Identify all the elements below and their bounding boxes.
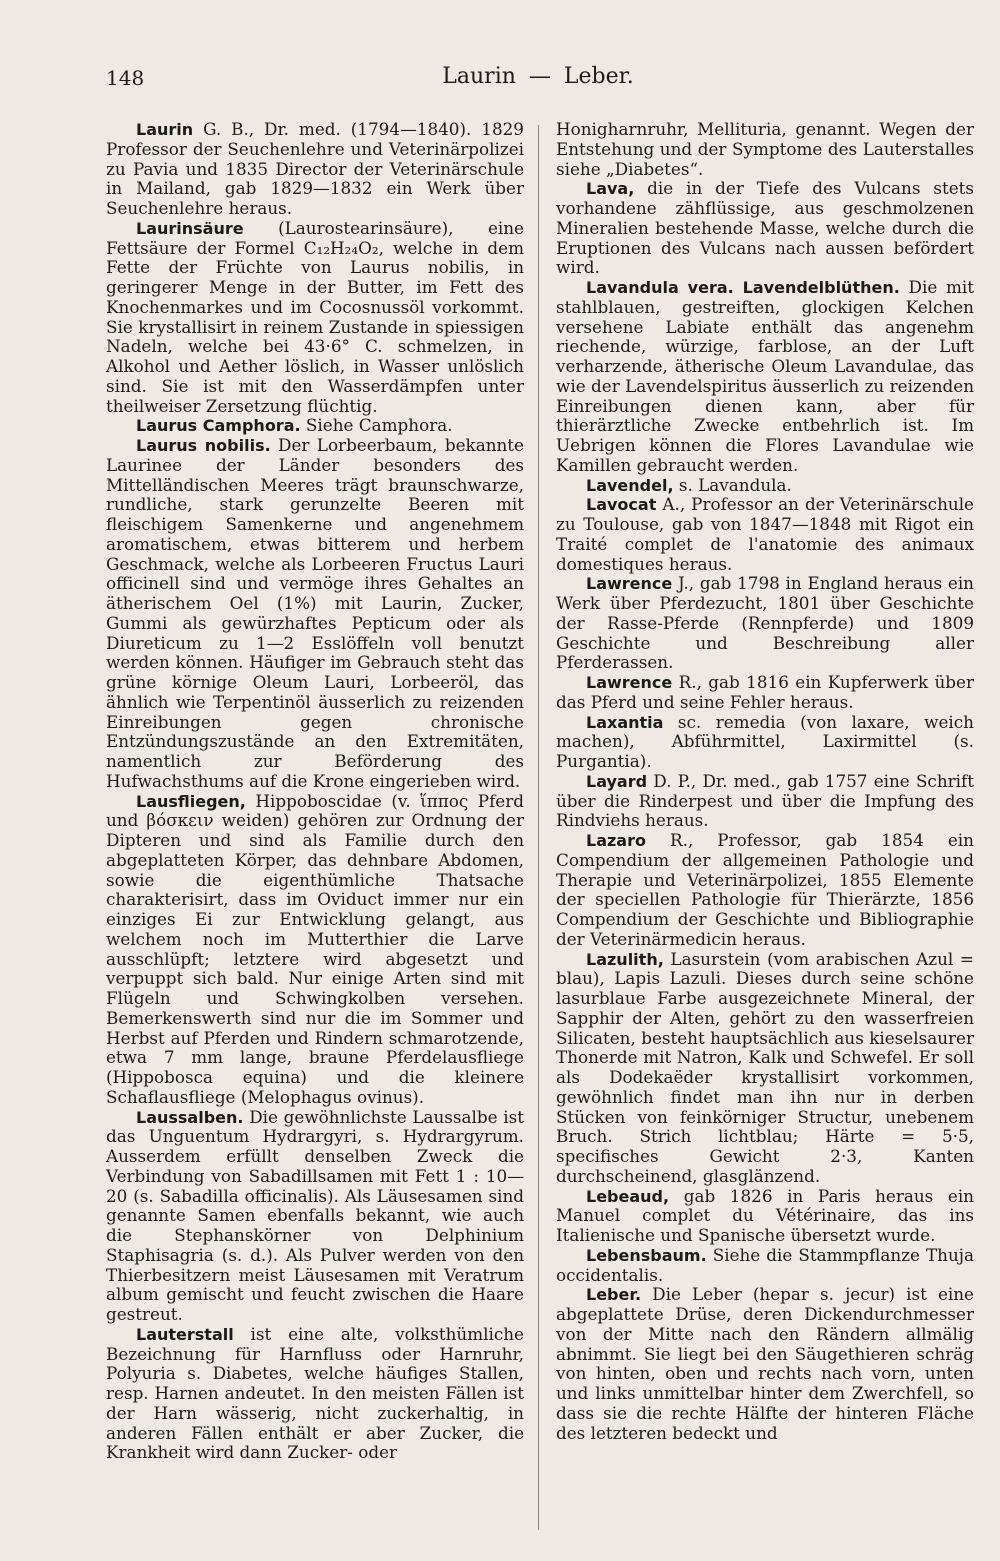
entry-headword: Lausfliegen, bbox=[136, 791, 246, 811]
page-header bbox=[106, 62, 970, 96]
entry-text: Die Leber (hepar s. jecur) ist eine abgeplattete Drüse, deren Dickendurchmesser von der Mitte nach den Rändern allmälig abnimmt. Sie liegt bei den Säugethieren schräg von hinten, oben und rechts nach vorn, unten und links unmittelbar hinter dem Zwerchfell, so dass sie die rechte Hälfte der hinteren Fläche des letzteren bedeckt und bbox=[556, 1284, 974, 1443]
right-column bbox=[556, 120, 974, 1443]
entry-laussalben bbox=[106, 1108, 524, 1325]
entry-headword: Laurus nobilis. bbox=[136, 436, 271, 455]
entry-lazulith bbox=[556, 950, 974, 1187]
entry-text: Honigharnruhr, Mellituria, genannt. Wegen der Entstehung und der Symptome des Lauterstalles siehe „Diabetes“. bbox=[556, 119, 974, 179]
entry-continuation bbox=[556, 120, 974, 179]
entry-headword: Lebensbaum. bbox=[586, 1245, 707, 1265]
entry-layard bbox=[556, 772, 974, 831]
entry-laurus-camphora bbox=[106, 416, 524, 436]
entry-text: A., Professor an der Veterinärschule zu Toulouse, gab von 1847—1848 mit Rigot ein Traité complet de l'anatomie des animaux domestiques heraus. bbox=[556, 494, 974, 574]
entry-lawrence-r bbox=[556, 673, 974, 713]
entry-headword: Lawrence bbox=[586, 574, 673, 594]
entry-laurus-nobilis bbox=[106, 436, 524, 792]
entry-text: Die mit stahlblauen, gestreiften, glockigen Kelchen versehene Labiate enthält das angenehm riechende, würzige, farblose, an der Luft verharzende, ätherische Oleum Lavandulae, das wie der Lavendelspiritus äusserlich zu reizenden Einreibungen dienen kann, aber für thierärztliche Zwecke entbehrlich ist. Im Uebrigen können die Flores Lavandulae wie Kamillen gebraucht werden. bbox=[556, 277, 974, 475]
entry-text: J., gab 1798 in England heraus ein Werk über Pferdezucht, 1801 über Geschichte der Rasse-Pferde (Rennpferde) und 1809 Geschichte und Beschreibung aller Pferderassen. bbox=[556, 573, 974, 673]
page-number: 148 bbox=[106, 66, 145, 90]
entry-headword: Leber. bbox=[586, 1285, 642, 1305]
entry-text: Die gewöhnlichste Laussalbe ist das Unguentum Hydrargyri, s. Hydrargyrum. Ausserdem erfüllt denselben Zweck die Verbindung von Sabadillsamen mit Fett 1 : 10—20 (s. Sabadilla officinalis). Als Läusesamen sind genannte Samen ebenfalls bekannt, wie auch die Stephanskörner von Delphinium Staphisagria (s. d.). Als Pulver werden von den Thierbesitzern meist Läusesamen mit Veratrum album gemischt und feucht zwischen die Haare gestreut. bbox=[106, 1106, 524, 1324]
entry-text: (Laurostearinsäure), eine Fettsäure der Formel C₁₂H₂₄O₂, welche in dem Fette der Früchte von Laurus nobilis, in geringerer Menge in der Butter, im Fett des Knochenmarkes und im Cocosnussöl vorkommt. Sie krystallisirt in reinem Zustande in spiessigen Nadeln, welche bei 43·6° C. schmelzen, in Alkohol und Aether löslich, in Wasser unlöslich sind. Sie ist mit den Wasserdämpfen unter theilweiser Zersetzung flüchtig. bbox=[106, 217, 524, 416]
entry-text: D. P., Dr. med., gab 1757 eine Schrift über die Rinderpest und über die Impfung des Rindviehs heraus. bbox=[556, 770, 974, 831]
entry-lavocat bbox=[556, 495, 974, 574]
entry-text: s. Lavandula. bbox=[673, 474, 792, 495]
entry-headword: Laussalben. bbox=[136, 1107, 244, 1127]
entry-headword: Lavocat bbox=[586, 495, 657, 515]
entry-headword: Lazaro bbox=[586, 831, 646, 850]
entry-laurinsaeure bbox=[106, 219, 524, 417]
entry-headword: Layard bbox=[586, 771, 648, 791]
entry-headword: Laurin bbox=[136, 120, 194, 139]
entry-headword: Lava, bbox=[586, 179, 635, 199]
entry-laurin bbox=[106, 120, 524, 219]
entry-text: R., gab 1816 ein Kupferwerk über das Pferd und seine Fehler heraus. bbox=[556, 672, 974, 712]
entry-lausfliegen bbox=[106, 792, 524, 1108]
entry-lebensbaum bbox=[556, 1246, 974, 1286]
entry-text: ist eine alte, volksthümliche Bezeichnung für Harnfluss oder Harnruhr, Polyuria s. Diabetes, welche häufiges Stallen, resp. Harnen andeutet. In den meisten Fällen ist der Harn wässerig, nicht zuckerhaltig, in anderen Fällen enthält er aber Zucker, die Krankheit wird dann Zucker- oder bbox=[106, 1323, 524, 1463]
entry-laxantia bbox=[556, 713, 974, 772]
running-head: Laurin — Leber. bbox=[442, 64, 634, 89]
entry-text: G. B., Dr. med. (1794—1840). 1829 Professor der Seuchenlehre und Veterinärpolizei zu Pavia und 1835 Director der Veterinärschule in Mailand, gab 1829—1832 ein Werk über Seuchenlehre heraus. bbox=[106, 119, 524, 218]
entry-lavendel bbox=[556, 476, 974, 496]
entry-lawrence-j bbox=[556, 574, 974, 673]
entry-lavandula bbox=[556, 278, 974, 476]
entry-text: Siehe Camphora. bbox=[300, 415, 453, 436]
entry-lazaro bbox=[556, 831, 974, 950]
column-divider bbox=[538, 125, 539, 1530]
entry-headword: Lebeaud, bbox=[586, 1186, 670, 1206]
entry-text: Hippoboscidae (v. ἵππος Pferd und βόσκειν weiden) gehören zur Ordnung der Dipteren und sind als Familie durch den abgeplatteten Körper, das dehnbare Abdomen, sowie die eigenthümliche Thatsache charakterisirt, dass im Oviduct immer nur ein einziges Ei zur Entwicklung gelangt, aus welchem noch im Mutterthier die Larve ausschlüpft; letztere wird abgesetzt und verpuppt sich bald. Nur einige Arten sind mit Flügeln und Schwingkolben versehen. Bemerkenswerth sind nur die im Sommer und Herbst auf Pferden und Rindern schmarotzende, etwa 7 mm lange, braune Pferdelausfliege (Hippobosca equina) und die kleinere Schaflausfliege (Melophagus ovinus). bbox=[106, 790, 524, 1107]
entry-text: sc. remedia (von laxare, weich machen), Abführmittel, Laxirmittel (s. Purgantia). bbox=[556, 711, 974, 771]
entry-lauterstall bbox=[106, 1325, 524, 1463]
entry-leber bbox=[556, 1285, 974, 1443]
entry-text: R., Professor, gab 1854 ein Compendium der allgemeinen Pathologie und Therapie und Veterinärpolizei, 1855 Elemente der speciellen Pathologie für Thierärzte, 1856 Compendium der Geschichte und Bibliographie der Veterinärmedicin heraus. bbox=[556, 830, 974, 949]
entry-text: Der Lorbeerbaum, bekannte Laurinee der Länder besonders des Mittelländischen Meeres trägt braunschwarze, rundliche, stark gerunzelte Beeren mit fleischigem Samenkerne und angenehmem aromatischem, etwas bitterem und herbem Geschmack, welche als Lorbeeren Fructus Lauri officinell sind und vermöge ihres Gehaltes an ätherischem Oel (1%) mit Laurin, Zucker, Gummi als gewürzhaftes Pepticum oder als Diureticum zu 1—2 Esslöffeln voll benutzt werden können. Häufiger im Gebrauch steht das grüne körnige Oleum Lauri, Lorbeeröl, das ähnlich wie Terpentinöl äusserlich zu reizenden Einreibungen gegen chronische Entzündungszustände an den Extremitäten, namentlich zur Beförderung des Hufwachsthums auf die Krone eingerieben wird. bbox=[106, 435, 524, 791]
entry-headword: Lawrence bbox=[586, 673, 673, 692]
entry-lebeaud bbox=[556, 1187, 974, 1246]
entry-headword: Laurinsäure bbox=[136, 218, 244, 238]
entry-lava bbox=[556, 179, 974, 278]
entry-headword: Lauterstall bbox=[136, 1324, 234, 1344]
entry-headword: Lavandula vera. Lavendelblüthen. bbox=[586, 278, 900, 297]
entry-headword: Laxantia bbox=[586, 712, 664, 732]
entry-headword: Laurus Camphora. bbox=[136, 416, 301, 436]
entry-headword: Lavendel, bbox=[586, 475, 674, 495]
left-column bbox=[106, 120, 524, 1463]
entry-text: gab 1826 in Paris heraus ein Manuel complet du Vétérinaire, das ins Italienische und Spanische übersetzt wurde. bbox=[556, 1185, 974, 1245]
entry-text: Lasurstein (vom arabischen Azul = blau), Lapis Lazuli. Dieses durch seine schöne lasurblaue Farbe ausgezeichnete Mineral, der Sapphir der Alten, gehört zu den wasserfreien Silicaten, besteht hauptsächlich aus kieselsaurer Thonerde mit Natron, Kalk und Schwefel. Er soll als Dodekaëder krystallisirt vorkommen, gewöhnlich findet man ihn nur in derben Stücken von feinkörniger Structur, unebenem Bruch. Strich lichtblau; Härte = 5·5, specifisches Gewicht 2·3, Kanten durchscheinend, glasglänzend. bbox=[556, 948, 974, 1186]
entry-text: die in der Tiefe des Vulcans stets vorhandene zähflüssige, aus geschmolzenen Mineralien bestehende Masse, welche durch die Eruptionen des Vulcans nach aussen befördert wird. bbox=[556, 178, 974, 278]
entry-headword: Lazulith, bbox=[586, 949, 664, 969]
entry-text: Siehe die Stammpflanze Thuja occidentalis. bbox=[556, 1244, 974, 1285]
